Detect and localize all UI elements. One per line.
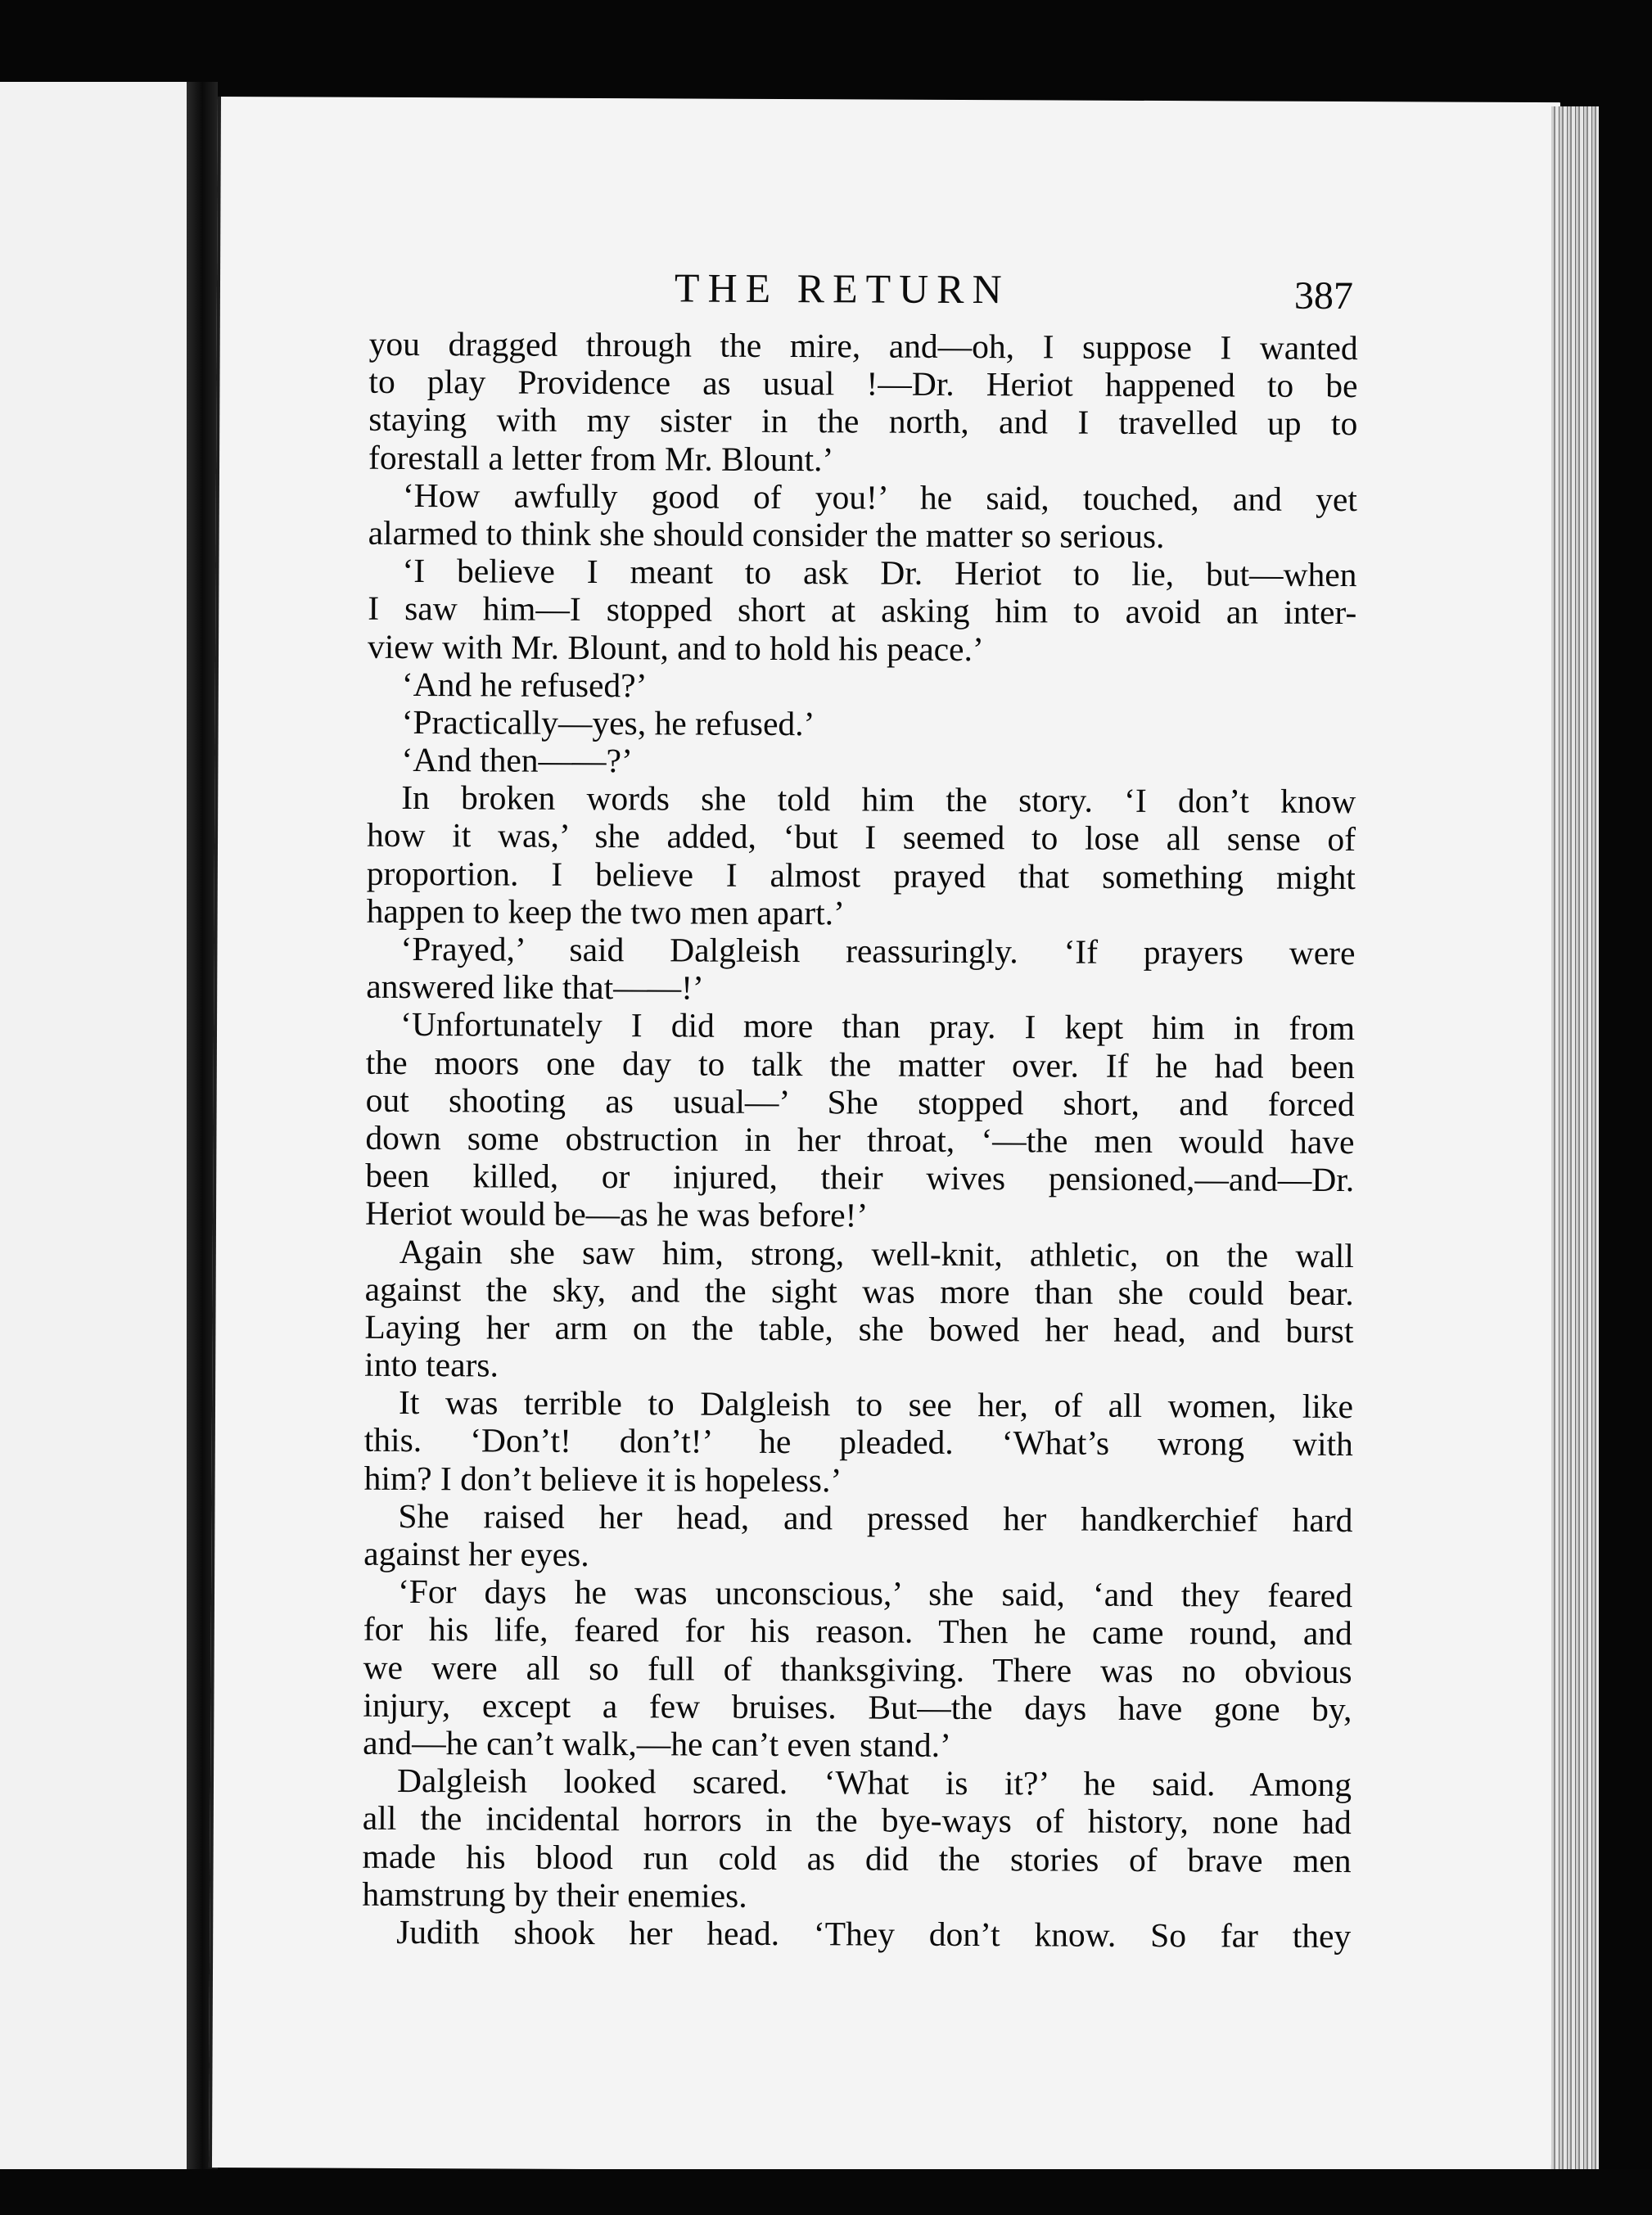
text-line: to play Providence as usual !—Dr. Heriot happened to be: [368, 362, 1358, 405]
previous-page-line-fragment: [0, 624, 169, 656]
text-line: this. ‘Don’t! don’t!’ he pleaded. ‘What’s wrong with: [363, 1421, 1353, 1464]
text-line: ‘Unfortunately I did more than pray. I kept him in from: [399, 1005, 1356, 1048]
previous-page-line-fragment: [0, 1082, 169, 1115]
text-line: and—he can’t walk,—he can’t even stand.’: [363, 1723, 952, 1764]
text-line: down some obstruction in her throat, ‘—the men would have: [365, 1118, 1355, 1162]
previous-page-line-fragment: [0, 1929, 169, 1961]
previous-page-line-fragment: [0, 1624, 169, 1657]
page-edges: [1551, 106, 1599, 2177]
text-line: injury, except a few bruises. But—the days have gone by,: [363, 1685, 1352, 1728]
previous-page-line-fragment: [0, 511, 169, 544]
previous-page-line-fragment: [0, 701, 169, 733]
text-line: all the incidental horrors in the bye-ways of history, none had: [362, 1799, 1352, 1842]
previous-page-line-fragment: [0, 778, 169, 810]
previous-page-line-fragment: [0, 1277, 169, 1310]
previous-page-line-fragment: [0, 1198, 169, 1231]
previous-page-line-fragment: [0, 1044, 169, 1077]
text-line: Judith shook her head. ‘They don’t know. So far they: [396, 1912, 1352, 1955]
text-line: view with Mr. Blount, and to hold his peace.’: [367, 627, 984, 668]
previous-page-line-fragment: [0, 1392, 169, 1424]
text-line: against the sky, and the sight was more than she could bear.: [364, 1270, 1354, 1312]
text-line: forestall a letter from Mr. Blount.’: [368, 438, 834, 478]
previous-page-line-fragment: [0, 434, 169, 467]
page-number: 387: [1293, 273, 1354, 318]
previous-page-line-fragment: [0, 738, 169, 771]
previous-page-line-fragment: [0, 1431, 169, 1464]
previous-page-line-fragment: [0, 661, 169, 694]
text-line: Laying her arm on the table, she bowed her head, and burst: [364, 1307, 1354, 1350]
text-line: out shooting as usual—’ She stopped short, and forced: [365, 1080, 1355, 1123]
previous-page-line-fragment: [0, 1891, 169, 1924]
previous-page-line-fragment: [0, 1468, 169, 1501]
text-line: ‘And then——?’: [401, 741, 633, 780]
previous-page-line-fragment: [0, 1852, 169, 1884]
text-line: ‘How awfully good of you!’ he said, touched, and yet: [402, 476, 1357, 518]
text-line: Heriot would be—as he was before!’: [364, 1194, 869, 1234]
previous-page-line-fragment: [0, 968, 169, 1000]
text-line: happen to keep the two men apart.’: [366, 891, 846, 932]
text-line: ‘And he refused?’: [401, 665, 648, 704]
text-line: the moors one day to talk the matter over. If he had been: [365, 1043, 1355, 1085]
text-line: answered like that——!’: [366, 967, 704, 1007]
previous-page-line-fragment: [0, 326, 169, 359]
text-line: hamstrung by their enemies.: [362, 1874, 747, 1915]
previous-page-line-fragment: [0, 395, 169, 427]
text-line: Again she saw him, strong, well-knit, athletic, on the wall: [399, 1232, 1354, 1274]
previous-page-line-fragment: [0, 1121, 169, 1154]
text-line: against her eyes.: [363, 1534, 589, 1573]
text-line: him? I don’t believe it is hopeless.’: [363, 1459, 842, 1499]
text-line: been killed, or injured, their wives pensioned,—and—Dr.: [365, 1156, 1355, 1199]
text-line: ‘Prayed,’ said Dalgleish reassuringly. ‘If prayers were: [400, 929, 1356, 972]
text-line: She raised her head, and pressed her handkerchief hard: [398, 1496, 1353, 1539]
book-page: [209, 97, 1560, 2173]
text-line: ‘I believe I meant to ask Dr. Heriot to lie, but—when: [402, 552, 1357, 594]
text-line: for his life, feared for his reason. Then he came round, and: [363, 1610, 1352, 1653]
text-line: I saw him—I stopped short at asking him to avoid an inter-: [368, 589, 1357, 632]
previous-page-line-fragment: [0, 1776, 169, 1809]
scan-border: [0, 2169, 1652, 2215]
previous-page-line-fragment: [0, 548, 169, 581]
text-line: how it was,’ she added, ‘but I seemed to lose all sense of: [366, 816, 1356, 859]
previous-page-line-fragment: [0, 1585, 169, 1617]
text-line: proportion. I believe I almost prayed that something might: [366, 854, 1356, 896]
text-line: In broken words she told him the story. ‘I don’t know: [401, 778, 1356, 821]
text-line: you dragged through the mire, and—oh, I suppose I wanted: [368, 324, 1358, 368]
previous-page-line-fragment: [0, 1699, 169, 1732]
text-line: staying with my sister in the north, and I travelled up to: [368, 400, 1358, 443]
text-line: It was terrible to Dalgleish to see her, of all women, like: [398, 1383, 1354, 1426]
body-text: [362, 325, 1358, 1955]
previous-page-line-fragment: [0, 1007, 169, 1040]
text-line: we were all so full of thanksgiving. There was no obvious: [363, 1648, 1352, 1690]
text-line: Dalgleish looked scared. ‘What is it?’ he said. Among: [396, 1762, 1352, 1804]
text-line: made his blood run cold as did the stories of brave men: [362, 1837, 1352, 1879]
text-line: ‘For days he was unconscious,’ she said, ‘and they feared: [397, 1572, 1353, 1615]
running-head: THE RETURN: [674, 264, 1010, 313]
text-line: ‘Practically—yes, he refused.’: [401, 702, 815, 743]
previous-page-line-fragment: [0, 1159, 169, 1192]
previous-page-line-fragment: [0, 1354, 169, 1387]
text-line: into tears.: [364, 1345, 499, 1384]
text-line: alarmed to think she should consider the matter so serious.: [368, 513, 1165, 555]
